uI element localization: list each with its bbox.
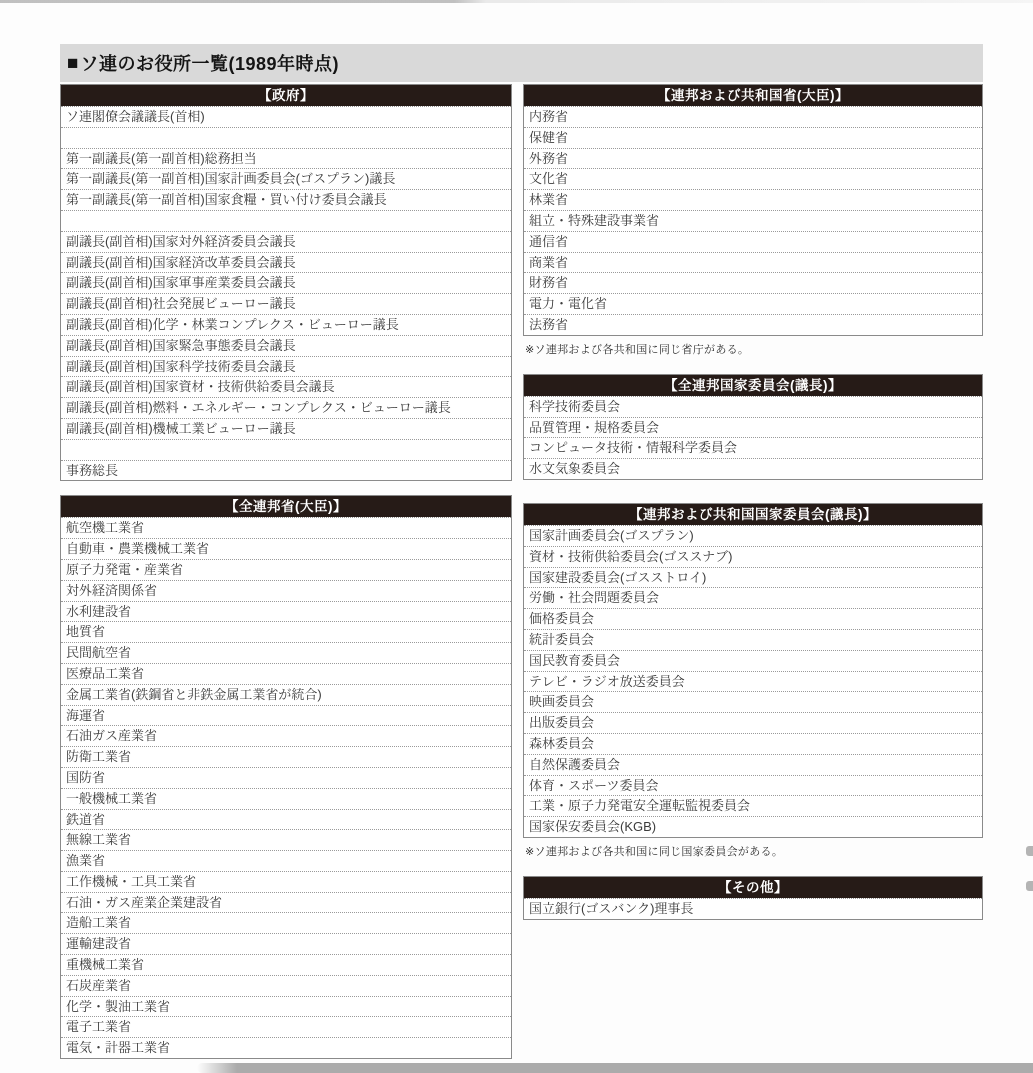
table-row: 副議長(副首相)国家軍事産業委員会議長 — [61, 272, 511, 293]
table-row: 自動車・農業機械工業省 — [61, 538, 511, 559]
table-row: 石炭産業省 — [61, 975, 511, 996]
page-title — [60, 44, 983, 82]
table-row: 副議長(副首相)国家資材・技術供給委員会議長 — [61, 376, 511, 397]
table-row: 水利建設省 — [61, 601, 511, 622]
table-row: 電子工業省 — [61, 1016, 511, 1037]
table-row: 鉄道省 — [61, 809, 511, 830]
table-row: 組立・特殊建設事業省 — [524, 210, 982, 231]
table-body-all-union-ministries — [61, 517, 511, 1058]
table-federal-republic-ministries — [523, 84, 983, 336]
right-edge-mark — [1026, 881, 1033, 891]
right-column — [523, 84, 983, 920]
table-row: 国家保安委員会(KGB) — [524, 816, 982, 837]
table-row: 科学技術委員会 — [524, 396, 982, 417]
table-row: 第一副議長(第一副首相)国家計画委員会(ゴスプラン)議長 — [61, 168, 511, 189]
table-all-union-state-committees — [523, 374, 983, 480]
table-row: 国家計画委員会(ゴスプラン) — [524, 525, 982, 546]
table-row: 自然保護委員会 — [524, 754, 982, 775]
table-row: テレビ・ラジオ放送委員会 — [524, 671, 982, 692]
table-row: 国民教育委員会 — [524, 650, 982, 671]
table-row: 映画委員会 — [524, 691, 982, 712]
table-row: 海運省 — [61, 705, 511, 726]
table-row: 原子力発電・産業省 — [61, 559, 511, 580]
table-row: 資材・技術供給委員会(ゴススナブ) — [524, 546, 982, 567]
table-row: 副議長(副首相)燃料・エネルギー・コンプレクス・ビューロー議長 — [61, 397, 511, 418]
table-row: 運輸建設省 — [61, 933, 511, 954]
table-row: 内務省 — [524, 106, 982, 127]
table-row: 防衛工業省 — [61, 746, 511, 767]
table-header-federal-republic-ministries: 【連邦および共和国省(大臣)】 — [524, 85, 982, 106]
table-row: 電気・計器工業省 — [61, 1037, 511, 1058]
table-row: 航空機工業省 — [61, 517, 511, 538]
table-row: 第一副議長(第一副首相)国家食糧・買い付け委員会議長 — [61, 189, 511, 210]
table-row: 重機械工業省 — [61, 954, 511, 975]
table-row: 文化省 — [524, 168, 982, 189]
table-row: 電力・電化省 — [524, 293, 982, 314]
bottom-shadow — [197, 1063, 1033, 1073]
table-row: 造船工業省 — [61, 912, 511, 933]
left-column — [60, 84, 512, 1059]
table-row: 保健省 — [524, 127, 982, 148]
table-row: 価格委員会 — [524, 608, 982, 629]
table-body-federal-republic-state-committees — [524, 525, 982, 837]
table-row: 第一副議長(第一副首相)総務担当 — [61, 148, 511, 169]
table-row: 通信省 — [524, 231, 982, 252]
table-government — [60, 84, 512, 481]
table-row: 国立銀行(ゴスバンク)理事長 — [524, 898, 982, 919]
table-row: 副議長(副首相)機械工業ビューロー議長 — [61, 418, 511, 439]
table-body-others — [524, 898, 982, 919]
table-row: 無線工業省 — [61, 829, 511, 850]
table-row: 国防省 — [61, 767, 511, 788]
table-body-government — [61, 106, 511, 480]
table-row — [61, 127, 511, 148]
table-row — [61, 210, 511, 231]
table-body-federal-republic-ministries — [524, 106, 982, 335]
table-row: 水文気象委員会 — [524, 458, 982, 479]
table-row: 金属工業省(鉄鋼省と非鉄金属工業省が統合) — [61, 684, 511, 705]
table-row: 品質管理・規格委員会 — [524, 417, 982, 438]
table-row — [61, 439, 511, 460]
table-row: 体育・スポーツ委員会 — [524, 775, 982, 796]
table-header-others: 【その他】 — [524, 877, 982, 898]
table-row: 副議長(副首相)国家科学技術委員会議長 — [61, 356, 511, 377]
table-all-union-ministries — [60, 495, 512, 1059]
table-row: 医療品工業省 — [61, 663, 511, 684]
top-edge-artifact — [0, 0, 1033, 3]
table-row: コンピュータ技術・情報科学委員会 — [524, 437, 982, 458]
right-edge-mark — [1026, 846, 1033, 856]
table-row: 副議長(副首相)社会発展ビューロー議長 — [61, 293, 511, 314]
table-row: 外務省 — [524, 148, 982, 169]
table-row: 事務総長 — [61, 460, 511, 481]
table-row: 石油・ガス産業企業建設省 — [61, 892, 511, 913]
table-row: 工作機械・工具工業省 — [61, 871, 511, 892]
table-header-government: 【政府】 — [61, 85, 511, 106]
table-row: 統計委員会 — [524, 629, 982, 650]
table-row: 財務省 — [524, 272, 982, 293]
table-row: 副議長(副首相)国家経済改革委員会議長 — [61, 252, 511, 273]
table-header-federal-republic-state-committees: 【連邦および共和国国家委員会(議長)】 — [524, 504, 982, 525]
table-header-all-union-state-committees: 【全連邦国家委員会(議長)】 — [524, 375, 982, 396]
table-others — [523, 876, 983, 920]
table-body-all-union-state-committees — [524, 396, 982, 479]
table-federal-republic-state-committees — [523, 503, 983, 838]
table-row: ソ連閣僚会議議長(首相) — [61, 106, 511, 127]
square-bullet-icon: ■ — [67, 52, 79, 74]
table-row: 漁業省 — [61, 850, 511, 871]
table-row: 森林委員会 — [524, 733, 982, 754]
table-row: 化学・製油工業省 — [61, 996, 511, 1017]
table-row: 出版委員会 — [524, 712, 982, 733]
table-row: 法務省 — [524, 314, 982, 335]
table-header-all-union-ministries: 【全連邦省(大臣)】 — [61, 496, 511, 517]
table-row: 林業省 — [524, 189, 982, 210]
table-row: 副議長(副首相)国家対外経済委員会議長 — [61, 231, 511, 252]
page-title-text: ソ連のお役所一覧(1989年時点) — [80, 54, 340, 74]
table-row: 労働・社会問題委員会 — [524, 587, 982, 608]
table-row: 工業・原子力発電安全運転監視委員会 — [524, 795, 982, 816]
table-row: 石油ガス産業省 — [61, 725, 511, 746]
table-row: 商業省 — [524, 252, 982, 273]
note-federal-republic-state-committees: ※ソ連邦および各共和国に同じ国家委員会がある。 — [525, 845, 784, 858]
table-row: 副議長(副首相)化学・林業コンプレクス・ビューロー議長 — [61, 314, 511, 335]
table-row: 国家建設委員会(ゴスストロイ) — [524, 567, 982, 588]
table-row: 地質省 — [61, 621, 511, 642]
table-row: 一般機械工業省 — [61, 788, 511, 809]
table-row: 民間航空省 — [61, 642, 511, 663]
table-row: 副議長(副首相)国家緊急事態委員会議長 — [61, 335, 511, 356]
note-federal-republic-ministries: ※ソ連邦および各共和国に同じ省庁がある。 — [525, 343, 750, 356]
table-row: 対外経済関係省 — [61, 580, 511, 601]
content-columns — [60, 84, 983, 1059]
